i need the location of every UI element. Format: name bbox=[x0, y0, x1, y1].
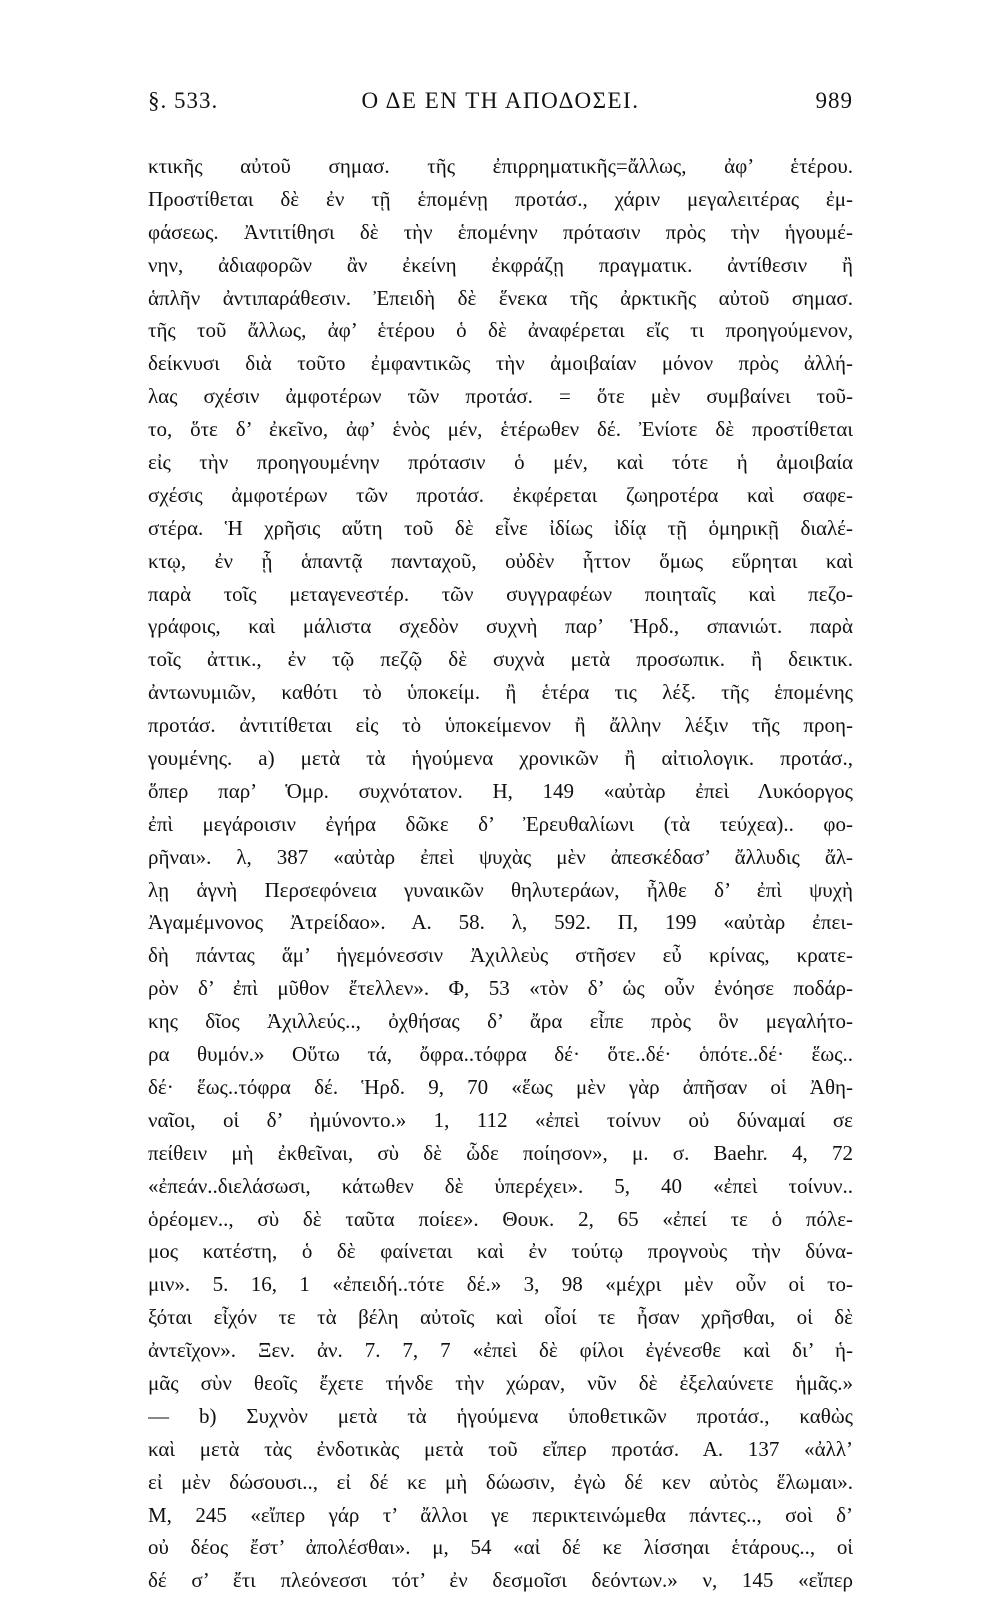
text-line: ἐπὶ μεγάροισιν ἐγήρα δῶκε δ’ Ἐρευθαλίωνι (τὰ τεύχεα).. φο- bbox=[148, 811, 853, 836]
text-line: γράφοις, καὶ μάλιστα σχεδὸν συχνὴ παρ’ Ἡρδ., σπανιώτ. παρὰ bbox=[148, 614, 853, 639]
text-line: ναῖοι, οἱ δ’ ἠμύνοντο.» 1, 112 «ἐπεὶ τοίνυν οὐ δύναμαί σε bbox=[148, 1107, 853, 1132]
text-line: φάσεως. Ἀντιτίθησι δὲ τὴν ἑπομένην πρότασιν πρὸς τὴν ἡγουμέ- bbox=[148, 219, 853, 244]
text-line: εἰ μὲν δώσουσι.., εἰ δέ κε μὴ δώωσιν, ἐγὼ δέ κεν αὐτὸς ἕλωμαι». bbox=[148, 1469, 853, 1494]
text-line: μιν». 5. 16, 1 «ἐπειδή..τότε δέ.» 3, 98 «μέχρι μὲν οὖν οἱ το- bbox=[148, 1272, 853, 1297]
page-number: 989 bbox=[815, 88, 853, 113]
text-line: τῆς τοῦ ἄλλως, ἀφ’ ἑτέρου ὁ δὲ ἀναφέρεται εἴς τι προηγούμενον, bbox=[148, 318, 853, 343]
text-line: σχέσις ἀμφοτέρων τῶν προτάσ. ἐκφέρεται ζωηροτέρα καὶ σαφε- bbox=[148, 482, 853, 507]
text-line: μᾶς σὺν θεοῖς ἔχετε τήνδε τὴν χώραν, νῦν δὲ ἐξελαύνετε ἡμᾶς.» bbox=[148, 1370, 853, 1395]
text-line: λῃ ἁγνὴ Περσεφόνεια γυναικῶν θηλυτεράων, ἦλθε δ’ ἐπὶ ψυχὴ bbox=[148, 877, 853, 902]
text-line: ἀντωνυμιῶν, καθότι τὸ ὑποκείμ. ἢ ἑτέρα τις λέξ. τῆς ἑπομένης bbox=[148, 680, 853, 705]
text-line: στέρα. Ἡ χρῆσις αὕτη τοῦ δὲ εἶνε ἰδίως ἰδίᾳ τῇ ὁμηρικῇ διαλέ- bbox=[148, 515, 853, 540]
text-line: εἰς τὴν προηγουμένην πρότασιν ὁ μέν, καὶ τότε ἡ ἀμοιβαία bbox=[148, 450, 853, 475]
text-line: κης δῖος Ἀχιλλεύς.., ὀχθήσας δ’ ἄρα εἶπε πρὸς ὃν μεγαλήτο- bbox=[148, 1009, 853, 1034]
book-page bbox=[148, 88, 853, 1597]
text-line: δὴ πάντας ἅμ’ ἡγεμόνεσσιν Ἀχιλλεὺς στῆσεν εὖ κρίνας, κρατε- bbox=[148, 943, 853, 968]
body-text bbox=[148, 150, 853, 1597]
text-line: λας σχέσιν ἀμφοτέρων τῶν προτάσ. = ὅτε μὲν συμβαίνει τοῦ- bbox=[148, 384, 853, 409]
text-line: — b) Συχνὸν μετὰ τὰ ἡγούμενα ὑποθετικῶν προτάσ., καθὼς bbox=[148, 1403, 853, 1428]
text-line: Μ, 245 «εἴπερ γάρ τ’ ἄλλοι γε περικτεινώμεθα πάντες.., σοὶ δ’ bbox=[148, 1502, 853, 1527]
text-line: ρὸν δ’ ἐπὶ μῦθον ἔτελλεν». Φ, 53 «τὸν δ’ ὡς οὖν ἐνόησε ποδάρ- bbox=[148, 976, 853, 1001]
text-line: το, ὅτε δ’ ἐκεῖνο, ἀφ’ ἑνὸς μέν, ἑτέρωθεν δέ. Ἐνίοτε δὲ προστίθεται bbox=[148, 417, 853, 442]
text-line: παρὰ τοῖς μεταγενεστέρ. τῶν συγγραφέων ποιηταῖς καὶ πεζο- bbox=[148, 581, 853, 606]
text-line: προτάσ. ἀντιτίθεται εἰς τὸ ὑποκείμενον ἢ ἄλλην λέξιν τῆς προη- bbox=[148, 713, 853, 738]
text-line: ρα θυμόν.» Οὕτω τά, ὄφρα..τόφρα δέ· ὅτε..δέ· ὁπότε..δέ· ἕως.. bbox=[148, 1042, 853, 1067]
text-line: τοῖς ἀττικ., ἐν τῷ πεζῷ δὲ συχνὰ μετὰ προσωπικ. ἢ δεικτικ. bbox=[148, 647, 853, 672]
text-line: Προστίθεται δὲ ἐν τῇ ἑπομένῃ προτάσ., χάριν μεγαλειτέρας ἐμ- bbox=[148, 186, 853, 211]
text-line: κτικῆς αὐτοῦ σημασ. τῆς ἐπιρρηματικῆς=ἄλλως, ἀφ’ ἑτέρου. bbox=[148, 154, 853, 178]
text-line: ἁπλῆν ἀντιπαράθεσιν. Ἐπειδὴ δὲ ἕνεκα τῆς ἀρκτικῆς αὐτοῦ σημασ. bbox=[148, 285, 853, 310]
text-line: ὁρέομεν.., σὺ δὲ ταῦτα ποίεε». Θουκ. 2, 65 «ἐπεί τε ὁ πόλε- bbox=[148, 1206, 853, 1231]
text-line: κτῳ, ἐν ᾗ ἁπαντᾷ πανταχοῦ, οὐδὲν ἧττον ὅμως εὕρηται καὶ bbox=[148, 548, 853, 573]
text-line: Ἀγαμέμνονος Ἀτρείδαο». Α. 58. λ, 592. Π, 199 «αὐτὰρ ἐπει- bbox=[148, 910, 853, 935]
text-line: πείθειν μὴ ἐκθεῖναι, σὺ δὲ ὧδε ποίησον», μ. σ. Baehr. 4, 72 bbox=[148, 1140, 853, 1165]
text-line: δέ· ἕως..τόφρα δέ. Ἡρδ. 9, 70 «ἕως μὲν γὰρ ἀπῆσαν οἱ Ἀθη- bbox=[148, 1074, 853, 1099]
page-title: Ο ΔΕ ΕΝ ΤΗ ΑΠΟΔΟΣΕΙ. bbox=[361, 88, 640, 113]
text-line: νην, ἀδιαφορῶν ἂν ἐκείνη ἐκφράζῃ πραγματικ. ἀντίθεσιν ἢ bbox=[148, 252, 853, 277]
text-line: μος κατέστη, ὁ δὲ φαίνεται καὶ ἐν τούτῳ προγνοὺς τὴν δύνα- bbox=[148, 1239, 853, 1264]
text-line: οὐ δέος ἔστ’ ἀπολέσθαι». μ, 54 «αἰ δέ κε λίσσηαι ἑτάρους.., οἱ bbox=[148, 1535, 853, 1560]
text-line: ρῆναι». λ, 387 «αὐτὰρ ἐπεὶ ψυχὰς μὲν ἀπεσκέδασ’ ἄλλυδις ἄλ- bbox=[148, 844, 853, 869]
text-line: ἀντεῖχον». Ξεν. ἀν. 7. 7, 7 «ἐπεὶ δὲ φίλοι ἐγένεσθε καὶ δι’ ἡ- bbox=[148, 1338, 853, 1363]
text-line: καὶ μετὰ τὰς ἐνδοτικὰς μετὰ τοῦ εἴπερ προτάσ. Α. 137 «ἀλλ’ bbox=[148, 1436, 853, 1461]
text-line: «ἐπεάν..διελάσωσι, κάτωθεν δὲ ὑπερέχει». 5, 40 «ἐπεὶ τοίνυν.. bbox=[148, 1173, 853, 1198]
section-number: §. 533. bbox=[148, 88, 219, 113]
text-line: δείκνυσι διὰ τοῦτο ἐμφαντικῶς τὴν ἀμοιβαίαν μόνον πρὸς ἀλλή- bbox=[148, 351, 853, 376]
text-line: ὅπερ παρ’ Ὁμρ. συχνότατον. Η, 149 «αὐτὰρ ἐπεὶ Λυκόοργος bbox=[148, 778, 853, 803]
text-line: γουμένης. a) μετὰ τὰ ἡγούμενα χρονικῶν ἢ αἰτιολογικ. προτάσ., bbox=[148, 746, 853, 771]
text-line: δέ σ’ ἔτι πλεόνεσσι τότ’ ἐν δεσμοῖσι δεόντων.» ν, 145 «εἴπερ bbox=[148, 1568, 853, 1593]
text-line: ξόται εἶχόν τε τὰ βέλη αὐτοῖς καὶ οἷοί τε ἦσαν χρῆσθαι, οἱ δὲ bbox=[148, 1305, 853, 1330]
running-head bbox=[148, 88, 853, 122]
